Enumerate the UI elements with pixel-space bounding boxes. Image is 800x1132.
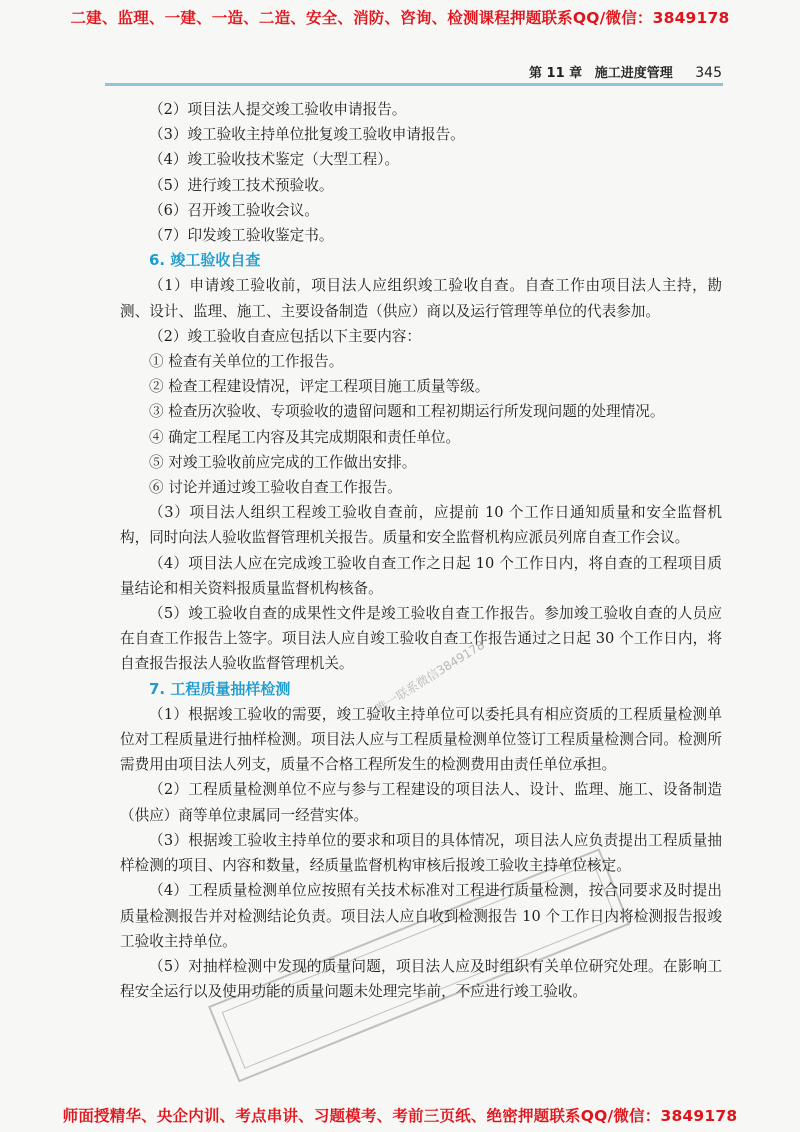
body-paragraph: （1）申请竣工验收前，项目法人应组织竣工验收自查。自查工作由项目法人主持，勘测、设计、监理、施工、主要设备制造（供应）商以及运行管理等单位的代表参加。 [120,277,722,320]
body-paragraph: ④ 确定工程尾工内容及其完成期限和责任单位。 [149,428,461,446]
body-paragraph: ⑥ 讨论并通过竣工验收自查工作报告。 [149,479,402,497]
top-banner: 二建、监理、一建、一造、二造、安全、消防、咨询、检测课程押题联系QQ/微信：3849178 [70,9,730,27]
body-paragraph: （4）工程质量检测单位应按照有关技术标准对工程进行质量检测，按合同要求及时提出质量检测报告并对检测结论负责。项目法人应自收到检测报告 10 个工作日内将检测报告报竣工验收主持单位。 [120,882,722,950]
body-paragraph: （6）召开竣工验收会议。 [149,201,319,219]
body-paragraph: （5）进行竣工技术预验收。 [149,176,334,194]
page-body [120,97,722,1004]
chapter-label: 第 11 章 [529,66,583,81]
running-head [529,62,722,81]
body-paragraph: （3）竣工验收主持单位批复竣工验收申请报告。 [149,126,465,144]
bottom-banner: 师面授精华、央企内训、考点串讲、习题模考、考前三页纸、绝密押题联系QQ/微信：3849178 [62,1107,738,1125]
body-paragraph: （5）对抽样检测中发现的质量问题，项目法人应及时组织有关单位研究处理。在影响工程安全运行以及使用功能的质量问题未处理完毕前，不应进行竣工验收。 [120,957,722,1001]
body-paragraph: （7）印发竣工验收鉴定书。 [149,227,334,245]
body-paragraph: ③ 检查历次验收、专项验收的遗留问题和工程初期运行所发现问题的处理情况。 [149,403,665,421]
section-heading: 6. 竣工验收自查 [149,251,261,270]
page-number: 345 [695,65,722,81]
body-paragraph: （4）竣工验收技术鉴定（大型工程）。 [149,151,400,169]
body-paragraph: （1）根据竣工验收的需要，竣工验收主持单位可以委托具有相应资质的工程质量检测单位对工程质量进行抽样检测。项目法人应与工程质量检测单位签订工程质量检测合同。检测所需费用由项目法人列支，质量不合格工程所发生的检测费用由责任单位承担。 [120,705,722,774]
body-paragraph: （2）竣工验收自查应包括以下主要内容： [149,327,421,345]
body-paragraph: （4）项目法人应在完成竣工验收自查工作之日起 10 个工作日内，将自查的工程项目质量结论和相关资料报质量监督机构核备。 [120,554,722,597]
body-paragraph: （5）竣工验收自查的成果性文件是竣工验收自查工作报告。参加竣工验收自查的人员应在自查工作报告上签字。项目法人应自竣工验收自查工作报告通过之日起 30 个工作日内，将自查报告报法人验收监督管理机关。 [120,605,722,673]
body-paragraph: ⑤ 对竣工验收前应完成的工作做出安排。 [149,453,417,471]
section-title: 施工进度管理 [594,66,673,81]
body-paragraph: （2）项目法人提交竣工验收申请报告。 [149,101,407,118]
header-rule [105,83,723,86]
body-paragraph: （3）项目法人组织工程竣工验收自查前，应提前 10 个工作日通知质量和安全监督机构，同时向法人验收监督管理机关报告。质量和安全监督机构应派员列席自查工作会议。 [120,504,722,547]
watermark-text: 唯一联系微信3849178 [373,637,487,717]
section-heading: 7. 工程质量抽样检测 [149,679,291,698]
body-paragraph: （3）根据竣工验收主持单位的要求和项目的具体情况，项目法人应负责提出工程质量抽样检测的项目、内容和数量，经质量监督机构审核后报竣工验收主持单位核定。 [120,831,722,875]
body-paragraph: ② 检查工程建设情况，评定工程项目施工质量等级。 [149,378,490,396]
body-paragraph: ① 检查有关单位的工作报告。 [149,353,344,371]
body-paragraph: （2）工程质量检测单位不应与参与工程建设的项目法人、设计、监理、施工、设备制造（供应）商等单位隶属同一经营实体。 [120,781,722,824]
